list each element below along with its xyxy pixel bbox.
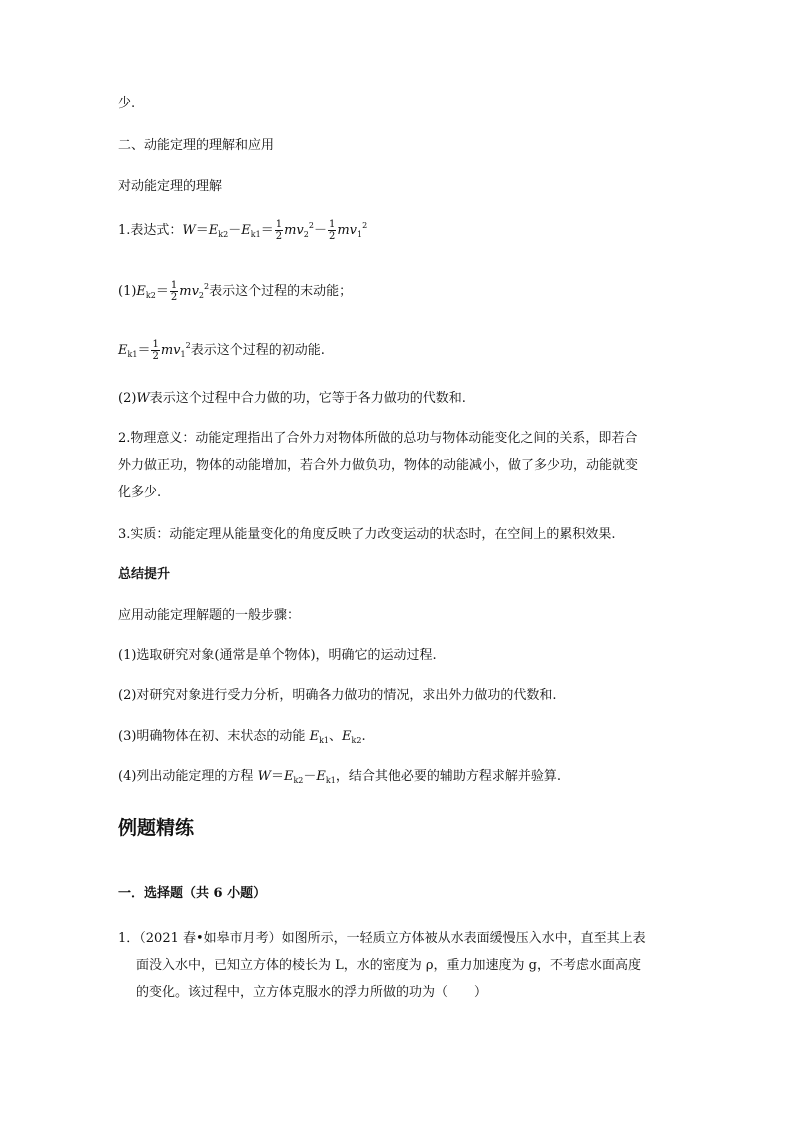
fraction-half: $\frac{1}{2}$ — [152, 339, 159, 362]
item1a-line: $(1)E_{k2}=$ $\frac{1}{2}$ $mv_2^2$表示这个过程的末动能； — [118, 280, 353, 303]
fraction-half: $\frac{1}{2}$ — [328, 219, 336, 242]
fraction-half: $\frac{1}{2}$ — [170, 280, 178, 303]
understand-title: 对动能定理的理解 — [118, 179, 223, 194]
formula-label: 1.表达式： — [118, 223, 183, 238]
physics-meaning: 2.物理意义：动能定理指出了合外力对物体所做的总功与物体动能变化之间的关系，即若合 外力做正功，物体的动能增加，若合外力做负功，物体的动能减小，做了多少功，动能就变 化多少. — [118, 431, 639, 500]
item1b-line: $E_{k1}=$ $\frac{1}{2}$ $mv_1^2$表示这个过程的初动能. — [118, 339, 325, 362]
item2-line: (2)W表示这个过程中合力做的功，它等于各力做功的代数和. — [118, 391, 466, 406]
step4-line: (4)列出动能定理的方程 $W=E_{k2}-E_{k1}$，结合其他必要的辅助方程求解并验算. — [118, 769, 561, 785]
section2-title: 二、动能定理的理解和应用 — [118, 138, 275, 153]
examples-title: 例题精练 — [118, 817, 195, 839]
steps-title: 应用动能定理解题的一般步骤： — [118, 608, 301, 623]
summary-title: 总结提升 — [118, 567, 171, 582]
top-fragment: 少. — [118, 96, 136, 111]
fraction-half: $\frac{1}{2}$ — [275, 219, 283, 242]
step3-line: (3)明确物体在初、末状态的动能 $E_{k1}$、$E_{k2}$. — [118, 729, 366, 745]
essence-line: 3.实质：动能定理从能量变化的角度反映了力改变运动的状态时，在空间上的累积效果. — [118, 527, 616, 542]
choice-title: 一．选择题（共 6 小题） — [118, 886, 267, 901]
question-1: 1．（2021 春•如皋市月考）如图所示，一轻质立方体被从水表面缓慢压入水中，直至其上表 面没入水中，已知立方体的棱长为 L，水的密度为 ρ，重力加速度为 g，不考虑水面高度 的变化。该过程中，立方体克服水的浮力所做的功为（ ） — [118, 931, 646, 1000]
formula-line: 1.表达式：$W=E_{k2}-E_{k1}=$ $\frac{1}{2}$ $mv_2^2-$ $\frac{1}{2}$ $mv_1^2$ — [118, 219, 368, 242]
step2-line: (2)对研究对象进行受力分析，明确各力做功的情况，求出外力做功的代数和. — [118, 688, 557, 703]
step1-line: (1)选取研究对象(通常是单个物体)，明确它的运动过程. — [118, 648, 437, 663]
